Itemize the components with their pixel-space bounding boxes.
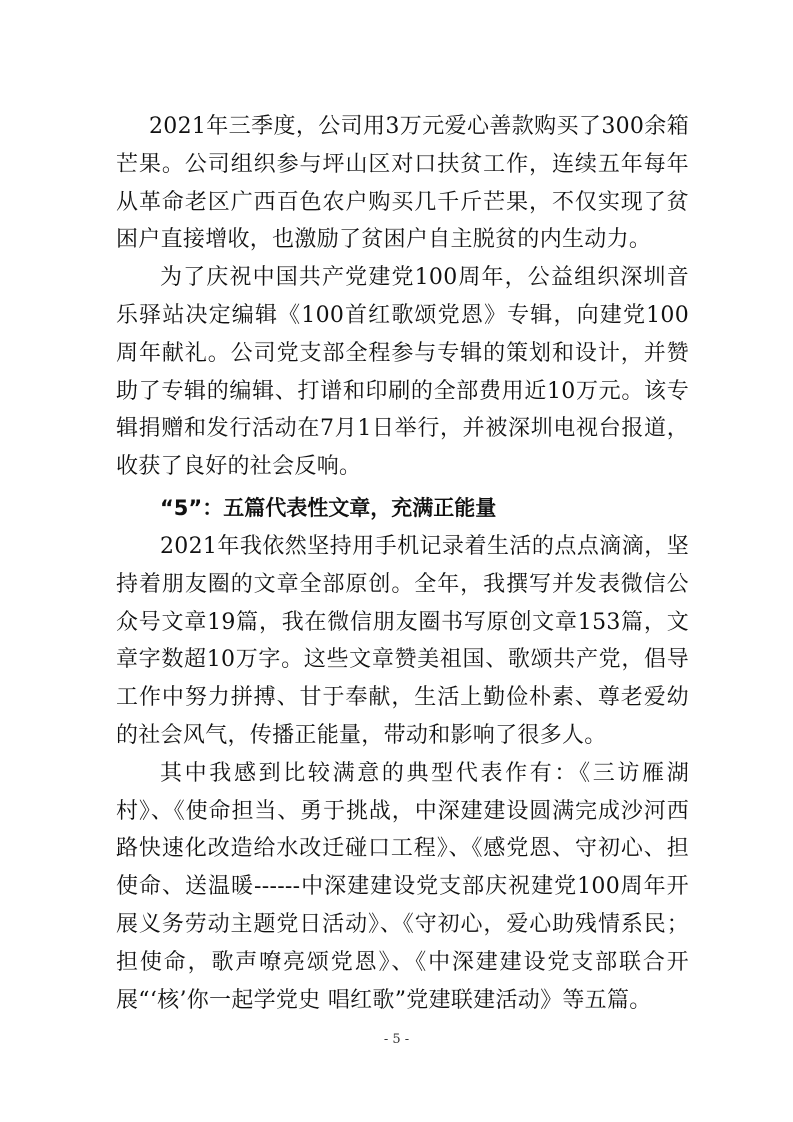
paragraph-representative-works: 其中我感到比较满意的典型代表作有：《三访雁湖村》、《使命担当、勇于挑战，中深建建设圆满完成沙河西路快速化改造给水改迁碰口工程》、《感党恩、守初心、担使命、送温暖------中深建建设党支部庆祝建党100周年开展义务劳动主题党日活动》、《守初心，爱心助残情系民；担使命，歌声嘹亮颂党恩》、《中深建建设党支部联合开展“‘核’你一起学党史 唱红歌”党建联建活动》等五篇。 [116,760,689,1013]
paragraph-mango-purchase: 2021年三季度，公司用3万元爱心善款购买了300余箱芒果。公司组织参与坪山区对口扶贫工作，连续五年每年从革命老区广西百色农户购买几千斤芒果，不仅实现了贫困户直接增收，也激励了贫困户自主脱贫的内生动力。 [116,114,689,253]
document-body [116,108,689,1019]
paragraph-wechat-articles: 2021年我依然坚持用手机记录着生活的点点滴滴，坚持着朋友圈的文章全部原创。全年，我撰写并发表微信公众号文章19篇，我在微信朋友圈书写原创文章153篇，文章字数超10万字。这些文章赞美祖国、歌颂共产党，倡导工作中努力拼搏、甘于奉献，生活上勤俭朴素、尊老爱幼的社会风气，传播正能量，带动和影响了很多人。 [116,533,689,748]
paragraph-red-songs-album: 为了庆祝中国共产党建党100周年，公益组织深圳音乐驿站决定编辑《100首红歌颂党恩》专辑，向建党100周年献礼。公司党支部全程参与专辑的策划和设计，并赞助了专辑的编辑、打谱和印刷的全部费用近10万元。该专辑捐赠和发行活动在7月1日举行，并被深圳电视台报道，收获了良好的社会反响。 [116,265,689,480]
section-heading: “5”：五篇代表性文章，充满正能量 [160,495,497,520]
page-number: - 5 - [383,1032,410,1047]
